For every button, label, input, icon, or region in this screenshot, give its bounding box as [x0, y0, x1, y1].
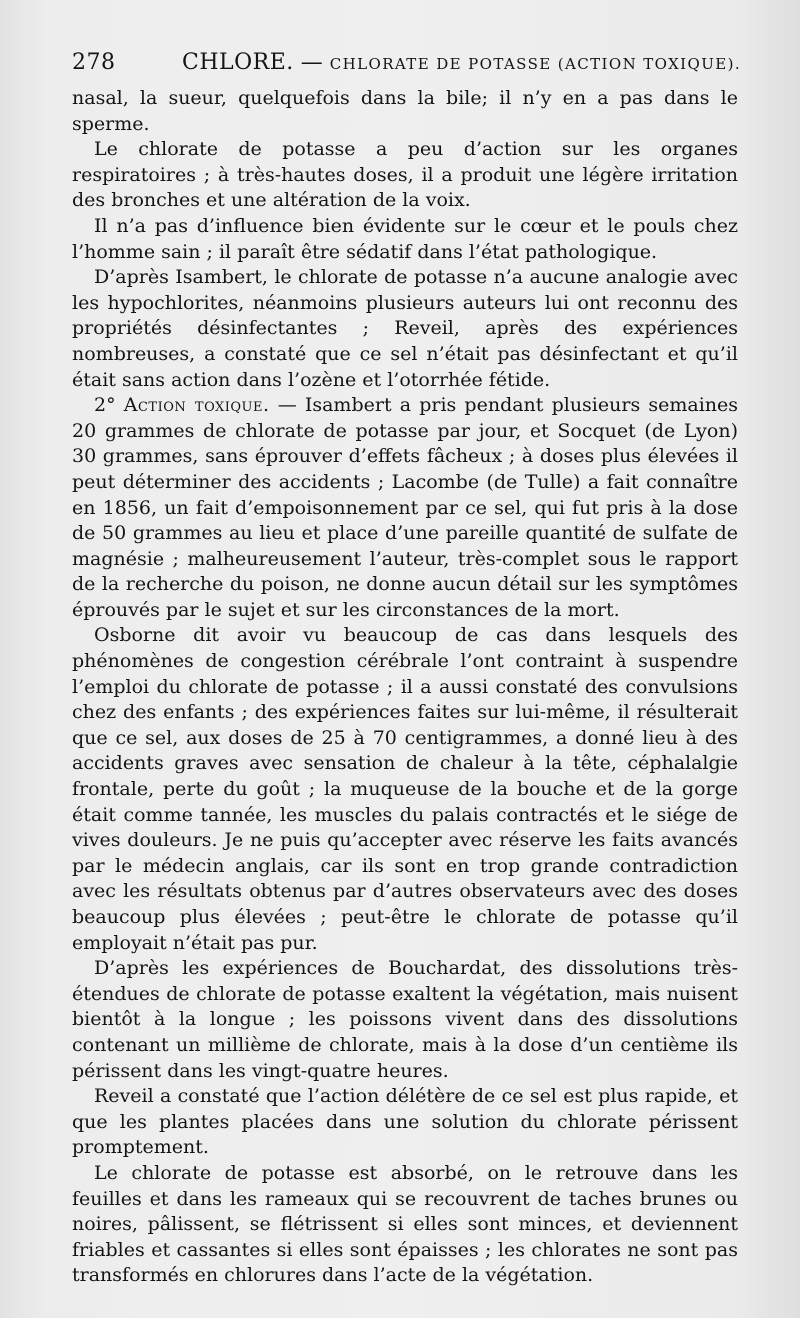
page-number: 278: [72, 50, 116, 75]
paragraph-respiratory: Le chlorate de potasse a peu d’action sur les organes respiratoires ; à très-hautes doses, il a produit une légère irritation des bronches et une altération de la voix.: [72, 138, 738, 212]
body-text: [72, 86, 738, 1289]
running-header: [72, 44, 742, 84]
paragraph-bouchardat: D’après les expériences de Bouchardat, des dissolutions très-étendues de chlorate de potasse exaltent la végétation, mais nuisent bientôt à la longue ; les poissons vivent dans des dissolutions contenant un millième de chlorate, mais à la dose d’un centième ils périssent dans les vingt-quatre heures.: [72, 957, 738, 1082]
paragraph-reveil: Reveil a constaté que l’action délétère de ce sel est plus rapide, et que les plantes placées dans une solution du chlorate périssent promptement.: [72, 1085, 738, 1159]
section-text: — Isambert a pris pendant plusieurs semaines 20 grammes de chlorate de potasse par jour, et Socquet (de Lyon) 30 grammes, sans éprouver d’effets fâcheux ; à doses plus élevées il peut déterminer des accidents ; Lacombe (de Tulle) a fait connaître en 1856, un fait d’empoisonnement par ce sel, qui fut pris à la dose de 50 grammes au lieu et place d’une pareille quantité de sulfate de magnésie ; malheureusement l’auteur, très-complet sous le rapport de la recherche du poison, ne donne aucun détail sur les symptômes éprouvés par le sujet et sur les circonstances de la mort.: [72, 394, 738, 621]
running-title-dash: —: [293, 50, 330, 75]
paragraph-osborne: Osborne dit avoir vu beaucoup de cas dans lesquels des phénomènes de congestion cérébrale l’ont contraint à suspendre l’emploi du chlorate de potasse ; il a aussi constaté des convulsions chez des enfants ; des expériences faites sur lui-même, il résulterait que ce sel, aux doses de 25 à 70 centigrammes, a donné lieu à des accidents graves avec sensation de chaleur à la tête, céphalalgie frontale, perte du goût ; la muqueuse de la bouche et de la gorge était comme tannée, les muscles du palais contractés et le siége de vives douleurs. Je ne puis qu’accepter avec réserve les faits avancés par le médecin anglais, car ils sont en trop grande contradiction avec les résultats obtenus par d’autres observateurs avec des doses beaucoup plus élevées ; peut-être le chlorate de potasse qu’il employait n’était pas pur.: [72, 624, 738, 954]
paragraph-toxic-action: [72, 393, 738, 623]
paragraph-disinfectant: D’après Isambert, le chlorate de potasse n’a aucune analogie avec les hypochlorites, néanmoins plusieurs auteurs lui ont reconnu des propriétés désinfectantes ; Reveil, après des expériences nombreuses, a constaté que ce sel n’était pas désinfectant et qu’il était sans action dans l’ozène et l’otorrhée fétide.: [72, 266, 738, 391]
paragraph-continued: nasal, la sueur, quelquefois dans la bile; il n’y en a pas dans le sperme.: [72, 87, 738, 135]
running-title-sub: CHLORATE DE POTASSE (ACTION TOXIQUE).: [329, 55, 742, 73]
section-heading: Action toxique.: [123, 394, 270, 417]
paragraph-heart: Il n’a pas d’influence bien évidente sur le cœur et le pouls chez l’homme sain ; il paraît être sédatif dans l’état pathologique.: [72, 214, 738, 263]
running-title-main: CHLORE.: [182, 50, 294, 75]
paragraph-absorption: Le chlorate de potasse est absorbé, on le retrouve dans les feuilles et dans les rameaux qui se recouvrent de taches brunes ou noires, pâlissent, se flétrissent si elles sont minces, et deviennent friables et cassantes si elles sont épaisses ; les chlorates ne sont pas transformés en chlorures dans l’acte de la végétation.: [72, 1161, 738, 1287]
section-number: 2°: [94, 394, 116, 417]
running-title: [182, 50, 741, 75]
